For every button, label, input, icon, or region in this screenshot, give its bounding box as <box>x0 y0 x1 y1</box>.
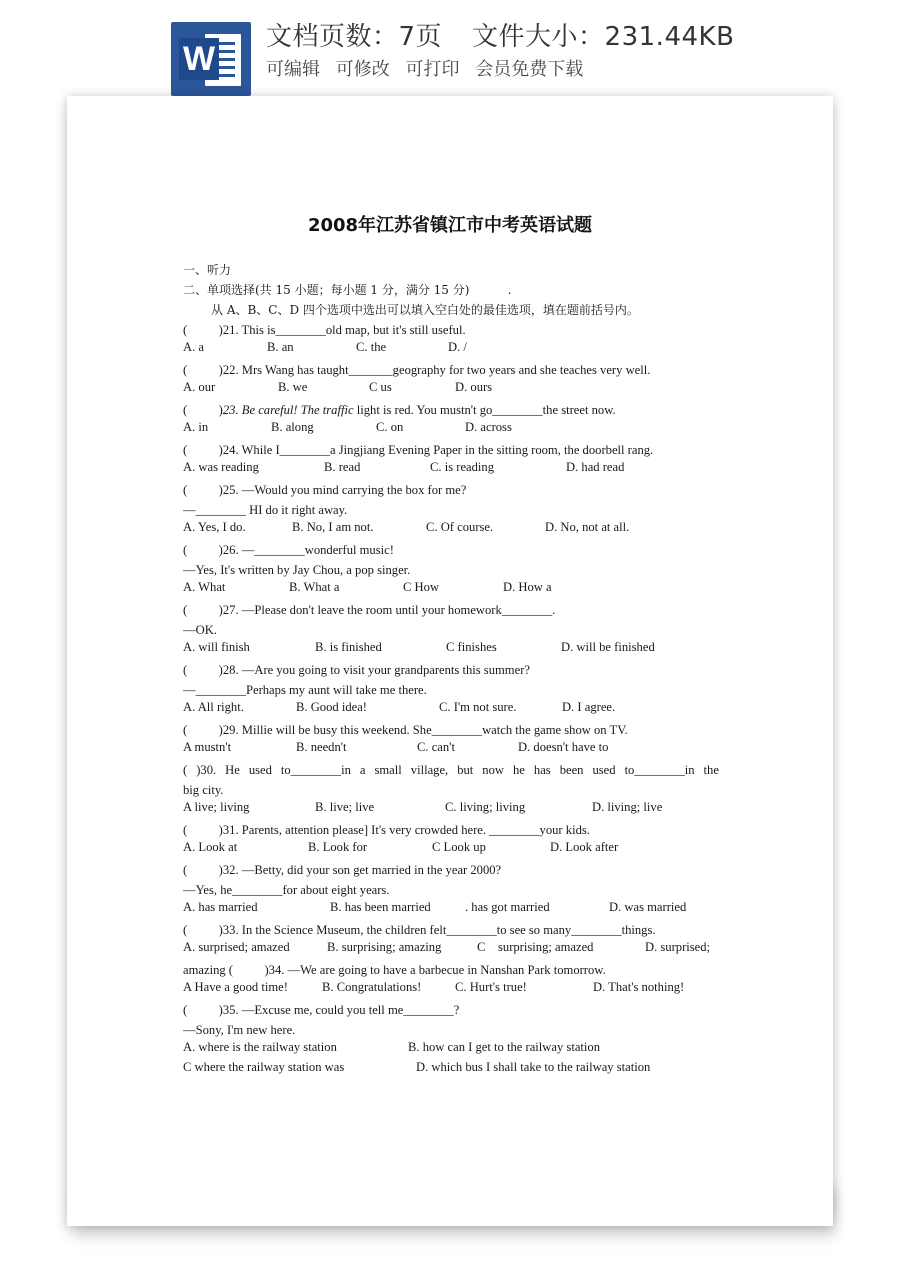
stem-word: but <box>457 763 474 777</box>
option: A Have a good time! <box>183 980 288 994</box>
stem-continuation: big city. <box>183 783 224 797</box>
option: C where the railway station was <box>183 1060 345 1074</box>
dialogue-reply: —OK. <box>183 623 217 637</box>
option: . has got married <box>465 900 550 914</box>
question-stem: ( )33. In the Science Museum, the children felt________to see so many________things. <box>183 923 656 937</box>
feature-editable: 可编辑 <box>266 59 320 80</box>
question-options <box>183 740 719 760</box>
section-heading-choice: 二、单项选择(共 15 小题；每小题 1 分，满分 15 分) . <box>183 283 512 297</box>
feature-printable: 可打印 <box>405 59 460 80</box>
option: B. is finished <box>315 640 382 654</box>
question-options <box>183 420 719 440</box>
dialogue-reply: —Sony, I'm new here. <box>183 1023 296 1037</box>
option: C. Of course. <box>426 520 494 534</box>
option: D. ours <box>455 380 493 394</box>
stem-word: used <box>248 763 272 777</box>
option: B. Good idea! <box>296 700 367 714</box>
option: D. living; live <box>592 800 663 814</box>
option: D. had read <box>566 460 625 474</box>
option: B. needn't <box>296 740 347 754</box>
dialogue-reply: —________Perhaps my aunt will take me there. <box>183 683 427 697</box>
option: B. an <box>267 340 294 354</box>
option: A mustn't <box>183 740 232 754</box>
question-stem: ( )25. —Would you mind carrying the box for me? <box>183 483 467 497</box>
question-options <box>183 800 719 820</box>
feature-free-download: 会员免费下载 <box>475 59 584 80</box>
question-options <box>183 1060 719 1080</box>
option: B. surprising; amazing <box>327 940 442 954</box>
question-stem <box>183 760 719 780</box>
option: C. can't <box>417 740 455 754</box>
option: B. Look for <box>308 840 368 854</box>
option: A. our <box>183 380 216 394</box>
stem-word: small <box>374 763 402 777</box>
word-document-icon <box>171 22 251 96</box>
file-info-title <box>266 16 734 53</box>
option: C. the <box>356 340 387 354</box>
section-heading-listening: 一、听力 <box>183 263 232 277</box>
option: C. Hurt's true! <box>455 980 527 994</box>
question-stem: ( )32. —Betty, did your son get married in the year 2000? <box>183 863 502 877</box>
download-banner <box>0 0 900 100</box>
question-options <box>183 840 719 860</box>
option: A. was reading <box>183 460 259 474</box>
option: A. where is the railway station <box>183 1040 337 1054</box>
option: D. No, not at all. <box>545 520 630 534</box>
option: B. has been married <box>330 900 431 914</box>
option: B. read <box>324 460 361 474</box>
question-options <box>183 900 719 920</box>
option: C. living; living <box>445 800 526 814</box>
instruction-text: 从 A、B、C、D 四个选项中选出可以填入空白处的最佳选项，填在题前括号内。 <box>211 303 639 317</box>
option: B. how can I get to the railway station <box>408 1040 601 1054</box>
italic-phrase: 23. Be careful! The traffic <box>222 403 354 417</box>
option: C Look up <box>432 840 486 854</box>
option: C. I'm not sure. <box>439 700 517 714</box>
option: B. No, I am not. <box>292 520 374 534</box>
option: C surprising; amazed <box>477 940 594 954</box>
option: C finishes <box>446 640 497 654</box>
stem-word: He <box>225 763 240 777</box>
option: D. doesn't have to <box>518 740 609 754</box>
feature-list <box>266 55 593 81</box>
stem-word: he <box>513 763 525 777</box>
question-stem: ( )31. Parents, attention please] It's very crowded here. ________your kids. <box>183 823 590 837</box>
option: C us <box>369 380 392 394</box>
question-stem: ( )24. While I________a Jingjiang Evening Paper in the sitting room, the doorbell rang. <box>183 443 654 457</box>
option: D. I agree. <box>562 700 616 714</box>
option: A. has married <box>183 900 258 914</box>
stem-word: )30. <box>196 763 217 777</box>
option: A. What <box>183 580 226 594</box>
question-stem: ( )21. This is________old map, but it's still useful. <box>183 323 466 337</box>
option: A. All right. <box>183 700 244 714</box>
option: A. Look at <box>183 840 238 854</box>
document-page <box>67 96 833 1226</box>
dialogue-reply: —Yes, he________for about eight years. <box>183 883 390 897</box>
question-options <box>183 1040 719 1060</box>
option: D. That's nothing! <box>593 980 685 994</box>
stem-word: the <box>703 763 719 777</box>
question-options <box>183 700 719 720</box>
question-options <box>183 940 719 960</box>
option: A live; living <box>183 800 250 814</box>
stem-word: ( <box>183 763 188 777</box>
option: A. surprised; amazed <box>183 940 290 954</box>
answer-bracket: ( ) <box>183 403 223 417</box>
option: B. along <box>271 420 314 434</box>
question-stem <box>183 400 719 420</box>
question-stem: ( )22. Mrs Wang has taught_______geography for two years and she teaches very well. <box>183 363 651 377</box>
option: D. across <box>465 420 512 434</box>
question-stem: amazing ( )34. —We are going to have a barbecue in Nanshan Park tomorrow. <box>183 963 606 977</box>
option: D. How a <box>503 580 552 594</box>
option: B. live; live <box>315 800 375 814</box>
question-options <box>183 580 719 600</box>
dialogue-reply: —________ HI do it right away. <box>183 503 348 517</box>
question-options <box>183 460 719 480</box>
question-options <box>183 520 719 540</box>
option: D. was married <box>609 900 687 914</box>
option: C. on <box>376 420 404 434</box>
question-stem: ( )27. —Please don't leave the room until your homework________. <box>183 603 556 617</box>
stem-word: has <box>533 763 551 777</box>
stem-word: a <box>359 763 366 777</box>
option: A. will finish <box>183 640 250 654</box>
option: A. in <box>183 420 209 434</box>
question-stem: ( )26. —________wonderful music! <box>183 543 394 557</box>
word-letter-w: W <box>179 38 219 80</box>
question-stem: ( )29. Millie will be busy this weekend. She________watch the game show on TV. <box>183 723 628 737</box>
file-size: 文件大小：231.44KB <box>472 22 735 52</box>
option: B. Congratulations! <box>322 980 422 994</box>
question-stem: ( )28. —Are you going to visit your grandparents this summer? <box>183 663 530 677</box>
stem-word: now <box>482 763 504 777</box>
option: C How <box>403 580 440 594</box>
feature-modifiable: 可修改 <box>335 59 390 80</box>
stem-word: used <box>592 763 616 777</box>
stem-word: to________in <box>624 763 695 777</box>
option: B. What a <box>289 580 340 594</box>
exam-content <box>183 260 719 1080</box>
option: D. which bus I shall take to the railway station <box>416 1060 651 1074</box>
question-stem: ( )35. —Excuse me, could you tell me________? <box>183 1003 460 1017</box>
document-title: 2008年江苏省镇江市中考英语试题 <box>307 215 593 236</box>
option: C. is reading <box>430 460 495 474</box>
dialogue-reply: —Yes, It's written by Jay Chou, a pop singer. <box>183 563 411 577</box>
option: A. a <box>183 340 204 354</box>
stem-word: village, <box>410 763 449 777</box>
question-options <box>183 640 719 660</box>
question-options <box>183 380 719 400</box>
stem-rest: light is red. You mustn't go________the street now. <box>353 403 616 417</box>
stem-word: been <box>559 763 584 777</box>
option: A. Yes, I do. <box>183 520 246 534</box>
question-options <box>183 980 719 1000</box>
option: D. will be finished <box>561 640 655 654</box>
option: D. / <box>448 340 467 354</box>
stem-word: to________in <box>280 763 351 777</box>
option: D. Look after <box>550 840 619 854</box>
option: B. we <box>278 380 308 394</box>
question-options <box>183 340 719 360</box>
option: D. surprised; <box>645 940 711 954</box>
page-count: 文档页数：7页 <box>266 22 443 52</box>
